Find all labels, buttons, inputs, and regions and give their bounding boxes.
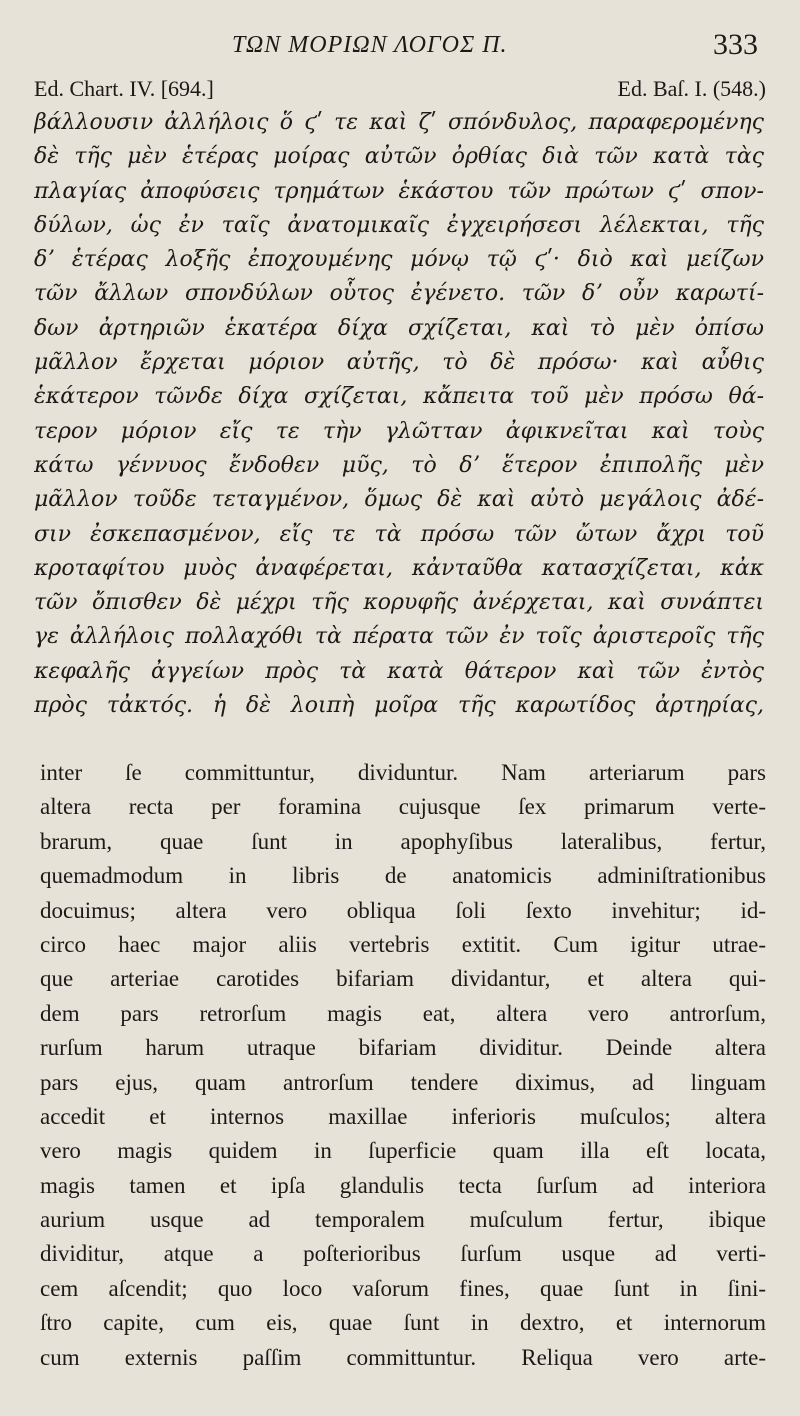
latin-text-line: ſtro capite, cum eis, quae ſunt in dextro, et internorum xyxy=(40,1310,766,1336)
greek-text-line: δων ἀρτηριῶν ἑκατέρα δίχα σχίζεται, καὶ τὸ μὲν ὀπίσω xyxy=(34,315,764,341)
latin-text-line: rurſum harum utraque bifariam dividitur. Deinde altera xyxy=(40,1035,766,1061)
greek-text-line: τερον μόριον εἴς τε τὴν γλῶτταν ἀφικνεῖται καὶ τοὺς xyxy=(34,418,764,444)
greek-text-line: πλαγίας ἀποφύσεις τρημάτων ἑκάστου τῶν πρώτων ϛʹ σπον- xyxy=(34,178,764,204)
greek-text-line: γε ἀλλήλοις πολλαχόθι τὰ πέρατα τῶν ἐν τοῖς ἀριστεροῖς τῆς xyxy=(34,624,764,650)
running-title: ΤΩΝ ΜΟΡΙΩΝ ΛΟΓΟΣ Π. xyxy=(232,32,508,58)
latin-text-line: cum externis paſſim committuntur. Reliqua vero arte- xyxy=(40,1344,766,1370)
latin-text-line: dem pars retrorſum magis eat, altera vero antrorſum, xyxy=(40,1000,766,1026)
latin-text-line: dividitur, atque a poſterioribus ſurſum usque ad verti- xyxy=(40,1241,766,1267)
greek-text-line: τῶν ἄλλων σπονδύλων οὗτος ἐγένετο. τῶν δʼ οὖν καρωτί- xyxy=(34,281,764,307)
greek-text-line: πρὸς τἀκτός. ἡ δὲ λοιπὴ μοῖρα τῆς καρωτίδος ἀρτηρίας, xyxy=(34,693,764,719)
latin-text-line: circo haec major aliis vertebris extitit. Cum igitur utrae- xyxy=(40,931,766,957)
greek-text-line: δʼ ἑτέρας λοξῆς ἐποχουμένης μόνῳ τῷ ϛʹ· διὸ καὶ μείζων xyxy=(34,247,764,273)
greek-text-line: κεφαλῆς ἀγγείων πρὸς τὰ κατὰ θάτερον καὶ τῶν ἐντὸς xyxy=(34,658,764,684)
greek-text-block xyxy=(34,106,764,723)
latin-text-line: aurium usque ad temporalem muſculum fertur, ibique xyxy=(40,1207,766,1233)
greek-text-line: κάτω γέννυος ἔνδοθεν μῦς, τὸ δʼ ἕτερον ἐπιπολῆς μὲν xyxy=(34,452,764,478)
latin-text-line: inter ſe committuntur, dividuntur. Nam arteriarum pars xyxy=(40,760,766,785)
edition-basel-reference: Ed. Baſ. I. (548.) xyxy=(617,76,766,101)
greek-text-line: δὲ τῆς μὲν ἑτέρας μοίρας αὐτῶν ὀρθίας διὰ τῶν κατὰ τὰς xyxy=(34,144,764,170)
greek-text-line: μᾶλλον τοῦδε τεταγμένον, ὅμως δὲ καὶ αὐτὸ μεγάλοις ἀδέ- xyxy=(34,487,764,513)
edition-chart-reference: Ed. Chart. IV. [694.] xyxy=(34,76,214,101)
greek-text-line: τῶν ὄπισθεν δὲ μέχρι τῆς κορυφῆς ἀνέρχεται, καὶ συνάπτει xyxy=(34,590,764,616)
edition-reference-line xyxy=(34,76,766,106)
latin-text-line: que arteriae carotides bifariam dividantur, et altera qui- xyxy=(40,966,766,992)
greek-text-line: μᾶλλον ἔρχεται μόριον αὐτῆς, τὸ δὲ πρόσω· καὶ αὖθις xyxy=(34,350,764,376)
latin-text-line: docuimus; altera vero obliqua ſoli ſexto invehitur; id- xyxy=(40,897,766,923)
greek-text-line: ἑκάτερον τῶνδε δίχα σχίζεται, κἄπειτα τοῦ μὲν πρόσω θά- xyxy=(34,384,764,410)
greek-text-line: κροταφίτου μυὸς ἀναφέρεται, κἀνταῦθα κατασχίζεται, κἀκ xyxy=(34,555,764,581)
latin-text-line: altera recta per foramina cujusque ſex primarum verte- xyxy=(40,794,766,820)
greek-text-line: δύλων, ὡς ἐν ταῖς ἀνατομικαῖς ἐγχειρήσεσι λέλεκται, τῆς xyxy=(34,212,764,238)
latin-translation-block xyxy=(40,756,766,1375)
latin-text-line: quemadmodum in libris de anatomicis adminiſtrationibus xyxy=(40,863,766,889)
greek-text-line: σιν ἐσκεπασμένον, εἴς τε τὰ πρόσω τῶν ὤτων ἄχρι τοῦ xyxy=(34,521,764,547)
latin-text-line: magis tamen et ipſa glandulis tecta ſurſum ad interiora xyxy=(40,1172,766,1198)
page-number: 333 xyxy=(713,28,758,61)
latin-text-line: accedit et internos maxillae inferioris muſculos; altera xyxy=(40,1103,766,1129)
latin-text-line: brarum, quae ſunt in apophyſibus lateralibus, fertur, xyxy=(40,828,766,854)
running-head xyxy=(0,28,800,68)
latin-text-line: cem aſcendit; quo loco vaſorum fines, quae ſunt in ſini- xyxy=(40,1275,766,1301)
latin-text-line: pars ejus, quam antrorſum tendere diximus, ad linguam xyxy=(40,1069,766,1095)
greek-text-line: βάλλουσιν ἀλλήλοις ὅ ϛʹ τε καὶ ζʹ σπόνδυλος, παραφερομένης xyxy=(34,110,764,135)
latin-text-line: vero magis quidem in ſuperficie quam illa eſt locata, xyxy=(40,1138,766,1164)
